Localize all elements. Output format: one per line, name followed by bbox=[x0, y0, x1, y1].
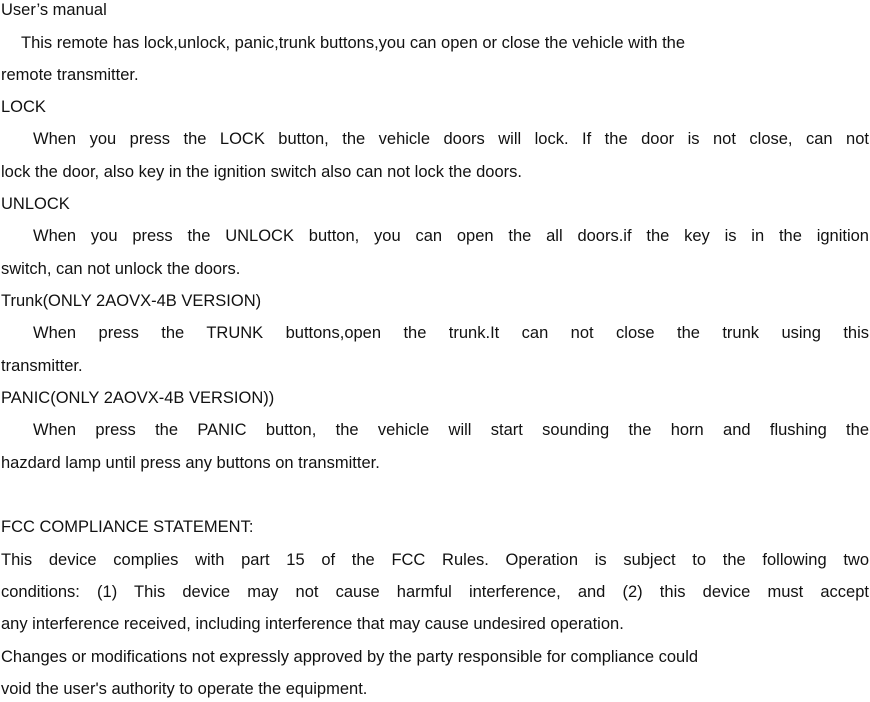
trunk-line-1: When press the TRUNK buttons,open the trunk.It can not close the trunk using this bbox=[33, 324, 869, 342]
fcc-heading: FCC COMPLIANCE STATEMENT: bbox=[1, 518, 254, 536]
panic-line-2: hazdard lamp until press any buttons on transmitter. bbox=[1, 454, 380, 472]
lock-line-1: When you press the LOCK button, the vehicle doors will lock. If the door is not close, can not bbox=[33, 130, 869, 148]
unlock-line-2: switch, can not unlock the doors. bbox=[1, 260, 241, 278]
fcc-line-5: void the user's authority to operate the equipment. bbox=[1, 680, 368, 698]
unlock-heading: UNLOCK bbox=[1, 195, 70, 213]
fcc-line-1: This device complies with part 15 of the FCC Rules. Operation is subject to the following two bbox=[1, 551, 869, 569]
intro-line-1: This remote has lock,unlock, panic,trunk buttons,you can open or close the vehicle with the bbox=[21, 34, 686, 52]
panic-line-1: When press the PANIC button, the vehicle will start sounding the horn and flushing the bbox=[33, 421, 869, 439]
fcc-line-4: Changes or modifications not expressly approved by the party responsible for compliance could bbox=[1, 648, 699, 666]
fcc-line-3: any interference received, including interference that may cause undesired operation. bbox=[1, 615, 624, 633]
fcc-line-2: conditions: (1) This device may not cause harmful interference, and (2) this device must accept bbox=[1, 583, 869, 601]
intro-line-2: remote transmitter. bbox=[1, 66, 139, 84]
unlock-line-1: When you press the UNLOCK button, you can open the all doors.if the key is in the ignition bbox=[33, 227, 869, 245]
trunk-line-2: transmitter. bbox=[1, 357, 83, 375]
lock-heading: LOCK bbox=[1, 98, 46, 116]
lock-line-2: lock the door, also key in the ignition switch also can not lock the doors. bbox=[1, 163, 522, 181]
trunk-heading: Trunk(ONLY 2AOVX-4B VERSION) bbox=[1, 292, 262, 310]
manual-title: User’s manual bbox=[1, 1, 107, 19]
panic-heading: PANIC(ONLY 2AOVX-4B VERSION)) bbox=[1, 389, 275, 407]
